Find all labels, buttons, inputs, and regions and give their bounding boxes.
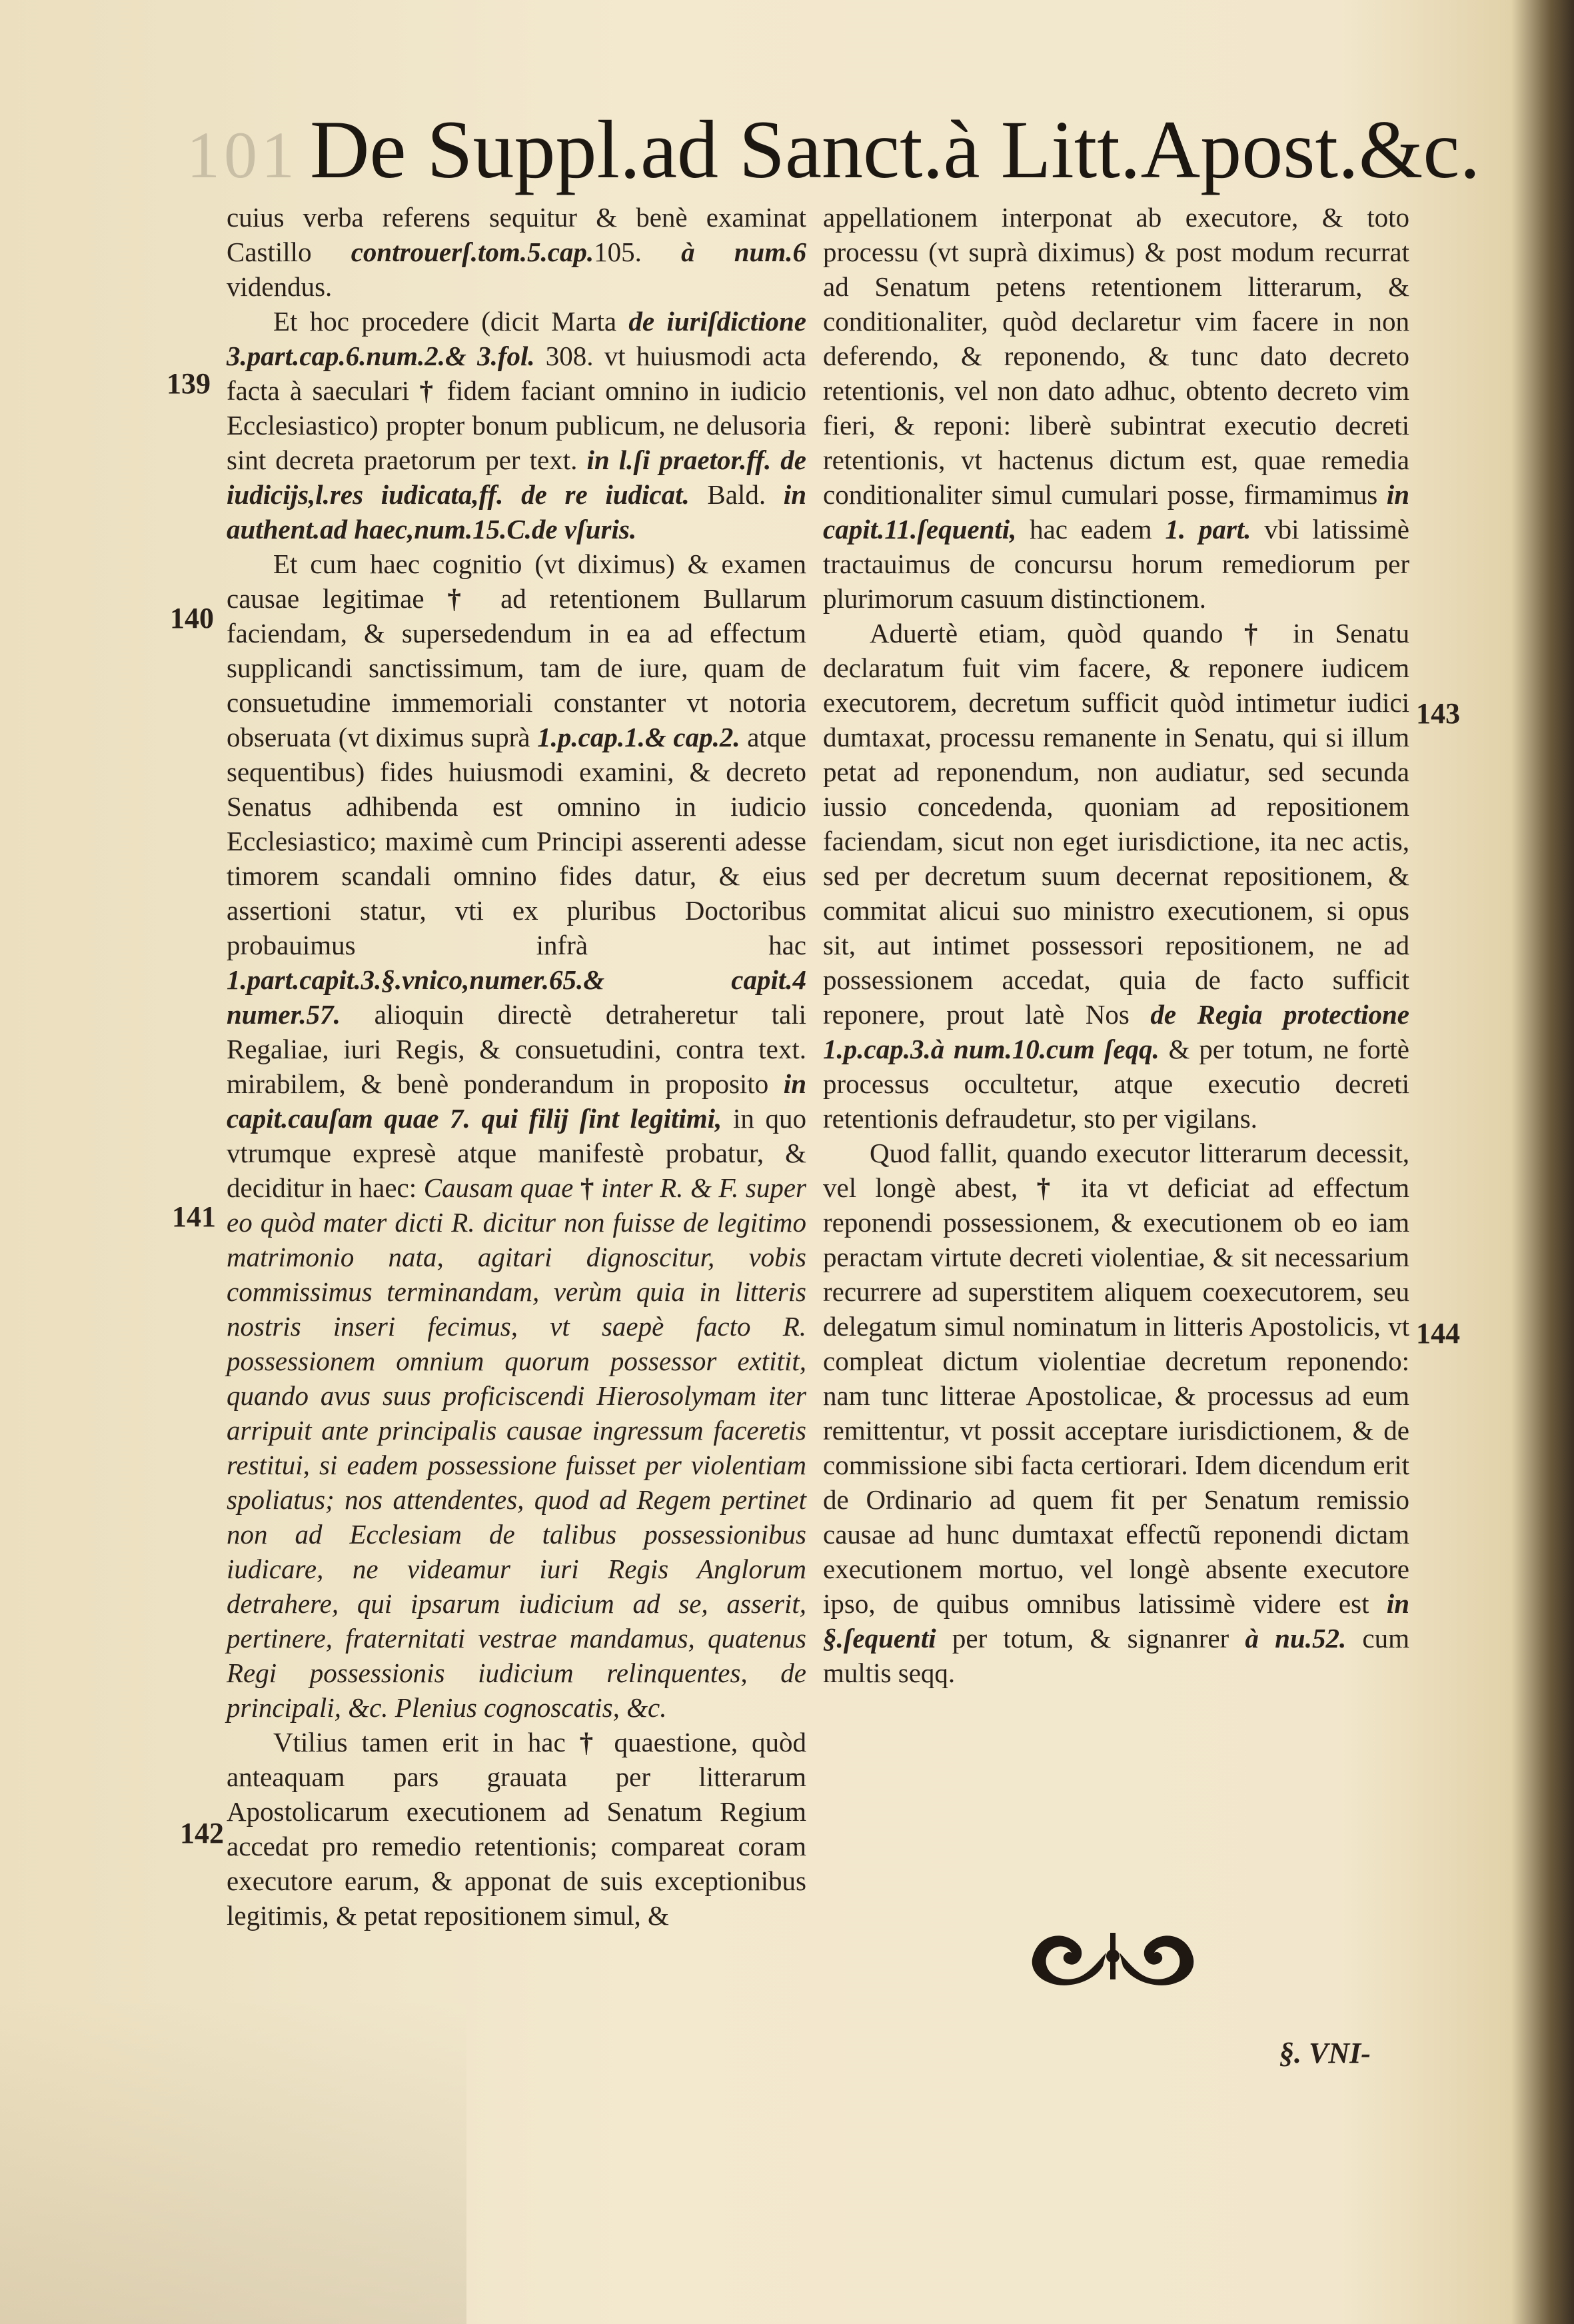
right-paragraph-1: appellationem interponat ab executore, & toto processu (vt suprà diximus) & post modum recurrat ad Senatum petens retentionem litterarum, & conditionaliter, quòd declaretur vim facere in non deferendo, & reponendo, & tunc dato decreto retentionis, vel non dato adhuc, obtento decreto vim fieri, & reponi: liberè subintrat executio decreti retentionis, vt hactenus dictum est, quae remedia conditionaliter simul cumulari posse, firmamimus in capit.11.ſequenti, hac eadem 1. part. vbi latissimè tractauimus de concursu horum remediorum per plurimorum casuum distinctionem. xyxy=(823,202,1409,614)
printers-ornament xyxy=(1020,1919,1206,1993)
catchword: §. VNI- xyxy=(1279,2037,1371,2069)
right-column xyxy=(823,200,1409,1690)
ghost-folio-number: 101 xyxy=(187,118,299,192)
left-paragraph-1: cuius verba referens sequitur & benè examinat Castillo controuerſ.tom.5.cap.105. à num.6 videndus. xyxy=(227,202,807,302)
left-paragraph-4: Vtilius tamen erit in hac † quaestione, quòd anteaquam pars grauata per litterarum Apostolicarum executionem ad Senatum Regium accedat pro remedio retentionis; compareat coram executore earum, & apponat de suis exceptionibus legitimis, & petat repositionem simul, & xyxy=(227,1727,806,1931)
margin-number-143: 143 xyxy=(1416,697,1460,730)
running-head: De Suppl.ad Sanct.à Litt.Apost.&c. xyxy=(310,104,1481,195)
right-paragraph-2: Aduertè etiam, quòd quando † in Senatu declaratum fuit vim facere, & reponere iudicem executorem, decretum sufficit quòd intimetur iudici dumtaxat, processu remanente in Senatu, qui si illum petat ad reponendum, non audiatur, sed secunda iussio concedenda, quoniam ad repositionem faciendam, sicut non eget iurisdictione, ita nec actis, sed per decretum suum decernat repositionem, & commitat alicui suo ministro executionem, si opus sit, aut intimet possessori repositionem, ne ad possessionem accedat, quia de facto sufficit reponere, prout latè Nos de Regia protectione 1.p.cap.3.à num.10.cum ſeqq. & per totum, ne fortè processus occultetur, atque executio decreti retentionis defraudetur, sto per vigilans. xyxy=(823,618,1410,1134)
page-shadow xyxy=(0,1999,466,2324)
right-paragraph-3: Quod fallit, quando executor litterarum decessit, vel longè abest, † ita vt deficiat ad effectum reponendi possessionem, & executionem ob eo iam peractam virtute decreti violentiae, & sit necessarium recurrere ad superstitem aliquem coexecutorem, seu delegatum simul nominatum in litteris Apostolicis, vt compleat dictum violentiae decretum reponendo: nam tunc litterae Apostolicae, & processus ad eum remittentur, vt possit acceptare iurisdictionem, & de commissione sibi facta certiorari. Idem dicendum erit de Ordinario ad quem fit per Senatum remissio causae ad hunc dumtaxat effectũ reponendi dictam executionem mortuo, vel longè absente executore ipso, de quibus omnibus latissimè videre est in §.ſequenti per totum, & signanrer à nu.52. cum multis seqq. xyxy=(823,1138,1410,1688)
margin-number-139: 139 xyxy=(167,367,211,400)
margin-number-144: 144 xyxy=(1416,1317,1460,1350)
margin-number-142: 142 xyxy=(180,1817,224,1849)
margin-number-141: 141 xyxy=(172,1200,216,1233)
left-column xyxy=(227,200,806,1933)
margin-number-140: 140 xyxy=(170,602,214,634)
left-paragraph-2: Et hoc procedere (dicit Marta de iuriſdictione 3.part.cap.6.num.2.& 3.fol. 308. vt huiusmodi acta facta à saeculari † fidem faciant omnino in iudicio Ecclesiastico) propter bonum publicum, ne delusoria sint decreta praetorum per text. in l.ſi praetor.ff. de iudicijs,l.res iudicata,ff. de re iudicat. Bald. in authent.ad haec,num.15.C.de vſuris. xyxy=(227,306,806,545)
left-paragraph-3: Et cum haec cognitio (vt diximus) & examen causae legitimae † ad retentionem Bullarum faciendam, & supersedendum in ea ad effectum supplicandi sanctissimum, tam de iure, quam de consuetudine immemoriali constanter vt notoria obseruata (vt diximus suprà 1.p.cap.1.& cap.2. atque sequentibus) fides huiusmodi examini, & decreto Senatus adhibenda est omnino in iudicio Ecclesiastico; maximè cum Principi asserenti adesse timorem scandali omnino fides datur, & eius assertioni statur, vti ex pluribus Doctoribus probauimus infrà hac 1.part.capit.3.§.vnico,numer.65.& capit.4 numer.57. alioquin directè detraheretur tali Regaliae, iuri Regis, & consuetudini, contra text. mirabilem, & benè ponderandum in proposito in capit.cauſam quae 7. qui filij ſint legitimi, in quo vtrumque expresè atque manifestè probatur, & deciditur in haec: Causam quae † inter R. & F. super eo quòd mater dicti R. dicitur non fuisse de legitimo matrimonio nata, agitari dignoscitur, vobis commissimus terminandam, verùm quia in litteris nostris inseri fecimus, vt saepè facto R. possessionem omnium quorum possessor extitit, quando avus suus proficiscendi Hierosolymam iter arripuit ante principalis causae ingressum faceretis restitui, si eadem possessione fuisset per violentiam spoliatus; nos attendentes, quod ad Regem pertinet non ad Ecclesiam de talibus possessionibus iudicare, ne videamur iuri Regis Anglorum detrahere, qui ipsarum iudicium ad se, asserit, pertinere, fraternitati vestrae mandamus, quatenus Regi possessionis iudicium relinquentes, de principali, &c. Plenius cognoscatis, &c. xyxy=(227,549,807,1723)
